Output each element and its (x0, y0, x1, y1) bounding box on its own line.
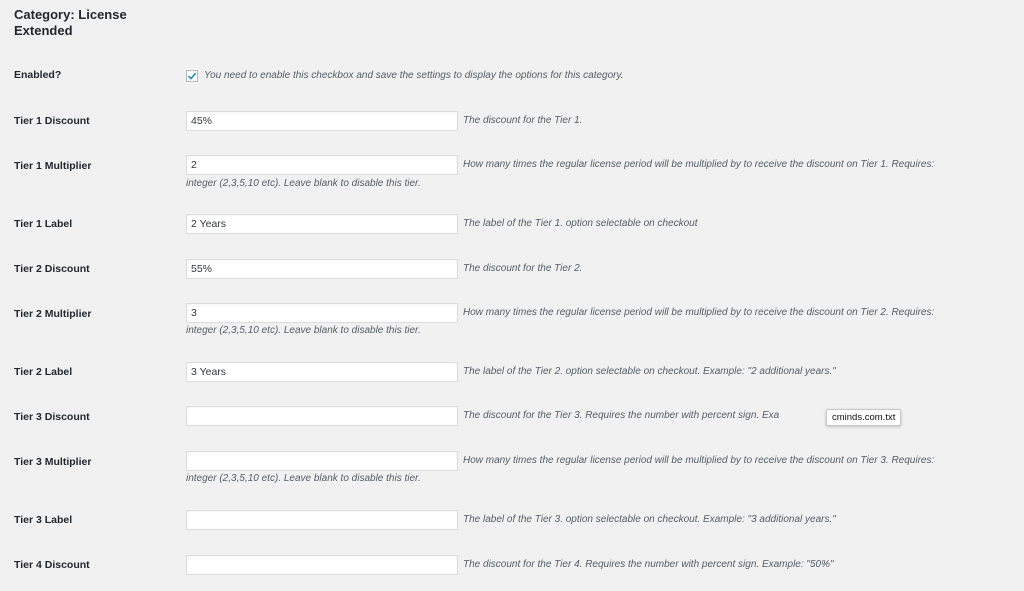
tier2-label-description: The label of the Tier 2. option selectable on checkout. Example: "2 additional years." (463, 366, 836, 377)
tier3-label-input[interactable] (186, 510, 458, 530)
tier1-label-input[interactable] (186, 214, 458, 234)
tier1-label-description: The label of the Tier 1. option selectable on checkout (463, 218, 698, 229)
tier3-discount-label: Tier 3 Discount (14, 411, 90, 423)
enabled-description: You need to enable this checkbox and save the settings to display the options for this category. (204, 70, 624, 81)
tier3-label-description: The label of the Tier 3. option selectable on checkout. Example: "3 additional years." (463, 514, 836, 525)
tier4-discount-description: The discount for the Tier 4. Requires the number with percent sign. Example: "50%" (463, 559, 834, 570)
check-icon (187, 71, 197, 81)
tier3-multiplier-input[interactable] (186, 451, 458, 471)
tier3-label-label: Tier 3 Label (14, 514, 73, 526)
tier3-discount-description: The discount for the Tier 3. Requires the number with percent sign. Exa (463, 410, 780, 421)
tier2-label-input[interactable] (186, 362, 458, 382)
tier1-multiplier-input[interactable] (186, 155, 458, 175)
tier2-multiplier-description-cont: integer (2,3,5,10 etc). Leave blank to disable this tier. (186, 325, 421, 336)
file-tooltip: cminds.com.txt (826, 409, 901, 426)
tier2-multiplier-input[interactable] (186, 303, 458, 323)
category-title: Category: License Extended (14, 7, 127, 38)
tier3-discount-input[interactable] (186, 406, 458, 426)
tier2-discount-input[interactable] (186, 259, 458, 279)
tier1-label-label: Tier 1 Label (14, 218, 73, 230)
tier1-discount-input[interactable] (186, 111, 458, 131)
tier3-multiplier-description-cont: integer (2,3,5,10 etc). Leave blank to disable this tier. (186, 473, 421, 484)
tier1-multiplier-description: How many times the regular license period will be multiplied by to receive the discount on Tier 1. Requires: (463, 159, 935, 170)
tier3-multiplier-description: How many times the regular license period will be multiplied by to receive the discount on Tier 3. Requires: (463, 455, 935, 466)
tier2-label-label: Tier 2 Label (14, 366, 73, 378)
tier4-discount-label: Tier 4 Discount (14, 559, 90, 571)
tier2-discount-description: The discount for the Tier 2. (463, 263, 583, 274)
tier1-multiplier-label: Tier 1 Multiplier (14, 160, 92, 172)
tier2-multiplier-label: Tier 2 Multiplier (14, 308, 92, 320)
tier4-discount-input[interactable] (186, 555, 458, 575)
tier1-discount-description: The discount for the Tier 1. (463, 115, 583, 126)
enabled-label: Enabled? (14, 69, 62, 81)
tier2-discount-label: Tier 2 Discount (14, 263, 90, 275)
tier2-multiplier-description: How many times the regular license period will be multiplied by to receive the discount on Tier 2. Requires: (463, 307, 935, 318)
tier1-multiplier-description-cont: integer (2,3,5,10 etc). Leave blank to disable this tier. (186, 178, 421, 189)
tier3-multiplier-label: Tier 3 Multiplier (14, 456, 92, 468)
tier1-discount-label: Tier 1 Discount (14, 115, 90, 127)
enabled-checkbox[interactable] (186, 70, 198, 82)
